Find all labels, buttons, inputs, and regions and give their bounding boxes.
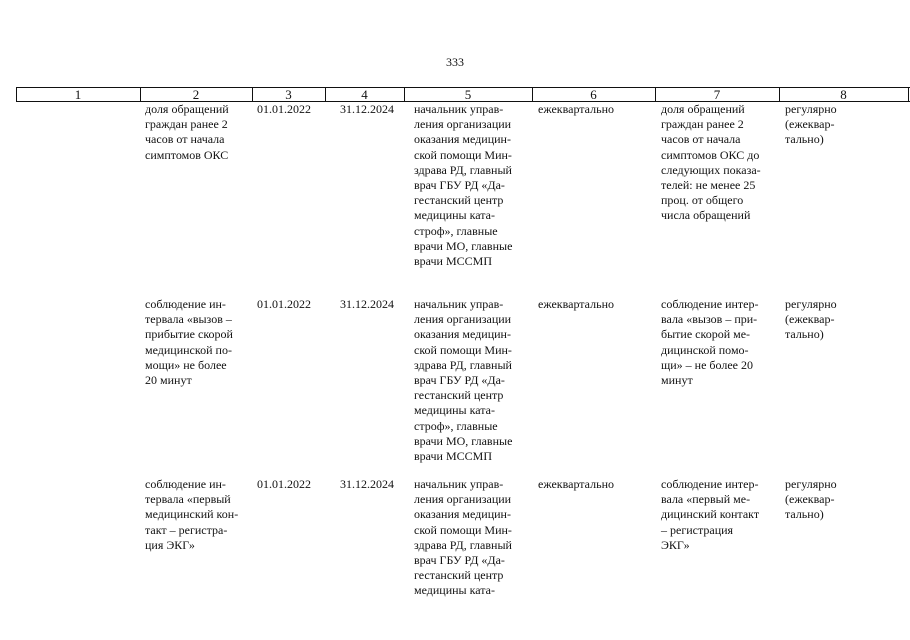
column-number-2: 2 <box>192 87 200 102</box>
responsible-cell: начальник управ- ления организации оказания медицин- ской помощи Мин- здрава РД, главный врач ГБУ РД «Да- гестанский центр медицины ката- строф», главные врачи МО, главные врачи МССМП <box>414 297 513 464</box>
end-date-cell: 31.12.2024 <box>340 102 394 116</box>
start-date-cell: 01.01.2022 <box>257 477 311 491</box>
column-number-6: 6 <box>590 87 597 102</box>
column-number-4: 4 <box>361 87 368 102</box>
responsible-cell: начальник управ- ления организации оказания медицин- ской помощи Мин- здрава РД, главный врач ГБУ РД «Да- гестанский центр медицины ката- строф», главные врачи МО, главные врачи МССМП <box>414 102 513 269</box>
control-cell: регулярно (ежеквар- тально) <box>785 477 837 522</box>
end-date-cell: 31.12.2024 <box>340 297 394 311</box>
column-number-3: 3 <box>285 87 292 102</box>
indicator-cell: доля обращений граждан ранее 2 часов от начала симптомов ОКС <box>145 102 229 162</box>
indicator-cell: соблюдение ин- тервала «первый медицинский кон- такт – регистра- ция ЭКГ» <box>145 477 239 552</box>
control-cell: регулярно (ежеквар- тально) <box>785 297 837 342</box>
indicator-cell: соблюдение ин- тервала «вызов – прибытие скорой медицинской по- мощи» не более 20 минут <box>145 297 233 388</box>
column-number-5: 5 <box>464 87 472 102</box>
page-number: 333 <box>446 55 464 69</box>
control-cell: регулярно (ежеквар- тально) <box>785 102 837 147</box>
result-cell: соблюдение интер- вала «вызов – при- бытие скорой ме- дицинской помо- щи» – не более 20 минут <box>661 297 759 388</box>
column-number-7: 7 <box>713 87 721 102</box>
frequency-cell: ежеквартально <box>538 102 614 116</box>
frequency-cell: ежеквартально <box>538 477 614 491</box>
start-date-cell: 01.01.2022 <box>257 102 311 116</box>
start-date-cell: 01.01.2022 <box>257 297 311 311</box>
result-cell: доля обращений граждан ранее 2 часов от начала симптомов ОКС до следующих показа- телей: не менее 25 проц. от общего числа обращений <box>661 102 761 223</box>
result-cell: соблюдение интер- вала «первый ме- дицинский контакт – регистрация ЭКГ» <box>661 477 760 552</box>
end-date-cell: 31.12.2024 <box>340 477 394 491</box>
header-divider <box>908 88 909 101</box>
responsible-cell: начальник управ- ления организации оказания медицин- ской помощи Мин- здрава РД, главный врач ГБУ РД «Да- гестанский центр медицины ката- <box>414 477 512 598</box>
column-number-8: 8 <box>840 87 847 102</box>
column-number-1: 1 <box>74 87 82 102</box>
frequency-cell: ежеквартально <box>538 297 614 311</box>
